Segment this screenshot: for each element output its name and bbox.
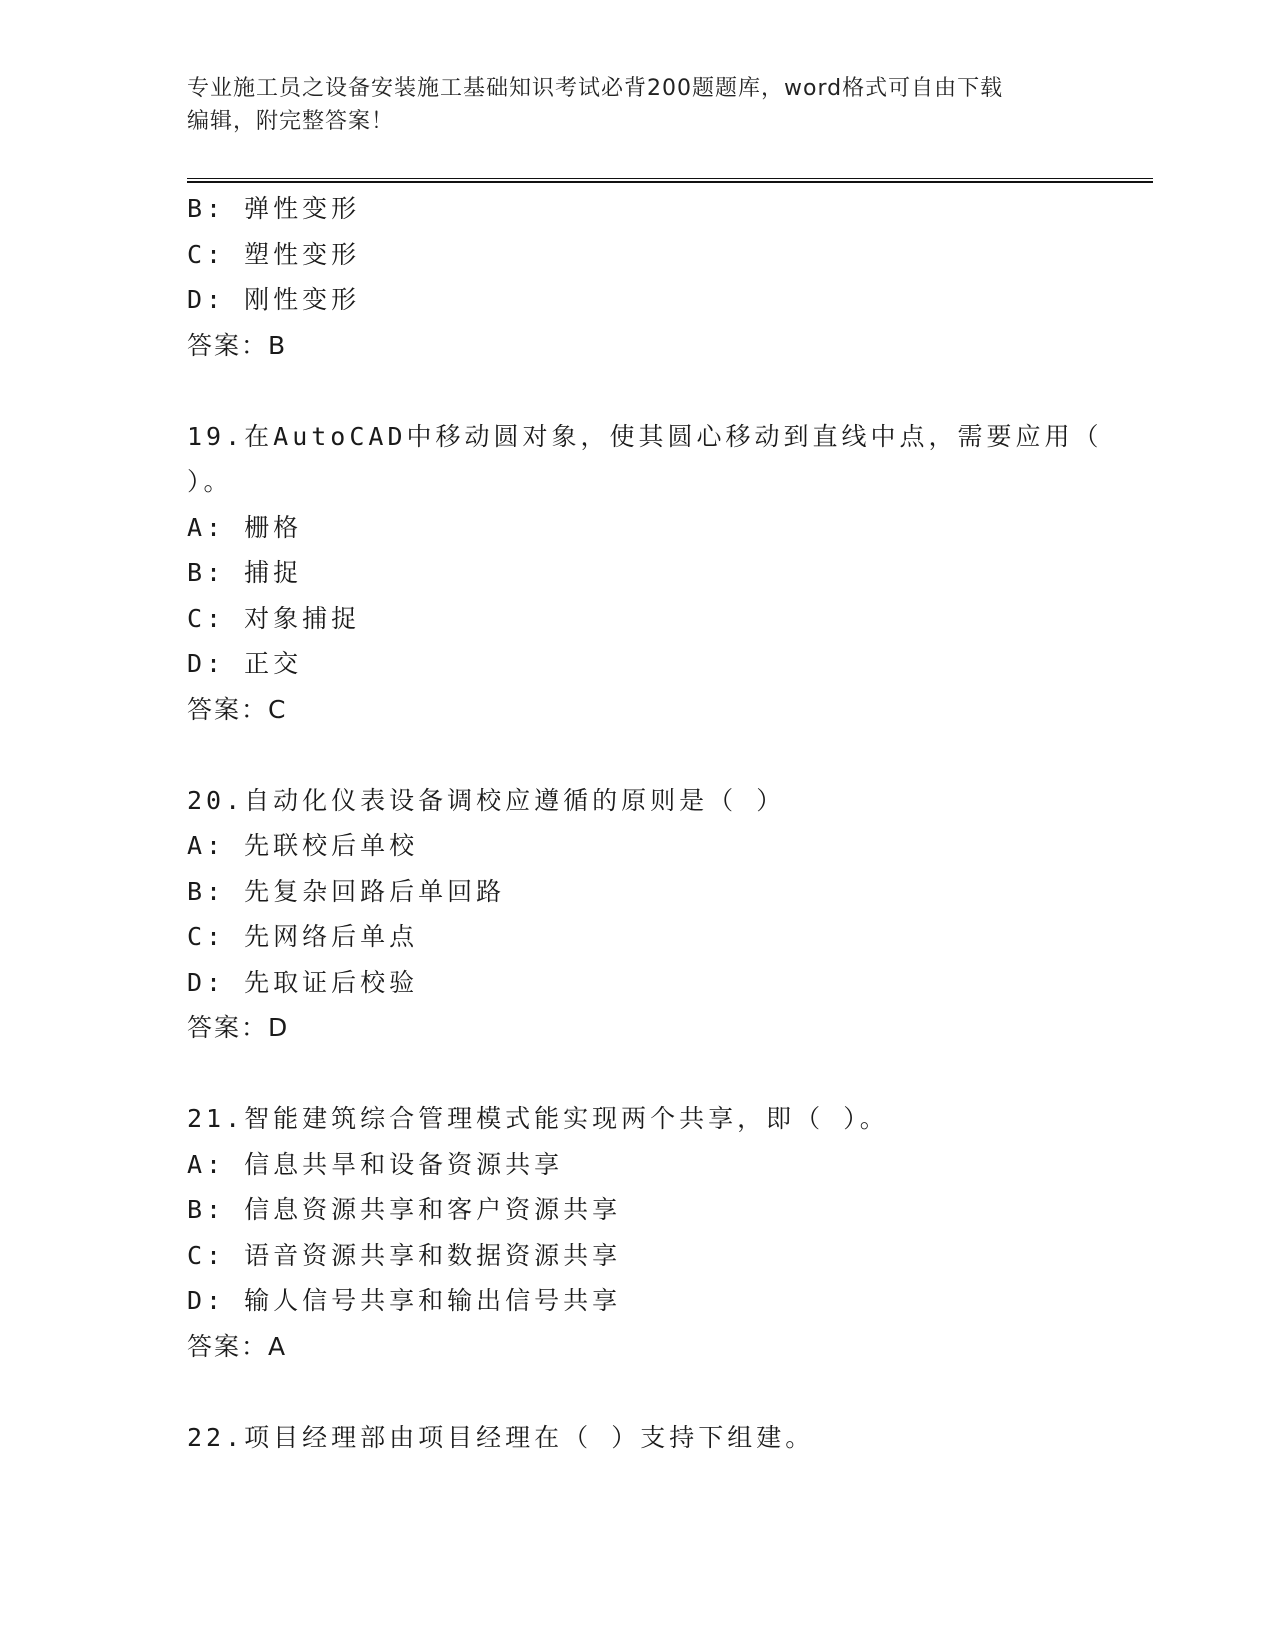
option-d: D: 先取证后校验 (187, 967, 419, 997)
option-d: D: 输人信号共享和输出信号共享 (187, 1286, 622, 1315)
option-c: C: 塑性变形 (187, 239, 361, 269)
question-19 (187, 414, 1103, 733)
option-c: C: 对象捕捉 (187, 603, 361, 633)
option-a: A: 栅格 (187, 512, 303, 542)
question-stem-continued: ）。 (187, 467, 233, 496)
question-stem: 19.在AutoCAD中移动圆对象，使其圆心移动到直线中点，需要应用（ (187, 421, 1103, 451)
option-c: C: 语音资源共享和数据资源共享 (187, 1240, 622, 1270)
header-line-1: 专业施工员之设备安装施工基础知识考试必背200题题库，word格式可自由下载 (187, 76, 1004, 101)
option-c: C: 先网络后单点 (187, 922, 419, 951)
question-stem: 21.智能建筑综合管理模式能实现两个共享，即（ ）。 (187, 1104, 889, 1133)
header-line-2: 编辑，附完整答案！ (187, 109, 395, 134)
option-a: A: 信息共旱和设备资源共享 (187, 1149, 564, 1179)
question-22 (187, 1415, 1087, 1461)
option-b: B: 捕捉 (187, 558, 303, 587)
option-b: B: 先复杂回路后单回路 (187, 876, 506, 906)
option-b: B: 弹性变形 (187, 194, 361, 223)
question-20 (187, 778, 1087, 1051)
spacer (187, 1369, 1087, 1415)
question-21 (187, 1096, 1087, 1369)
option-a: A: 先联校后单校 (187, 831, 419, 860)
option-d: D: 正交 (187, 649, 303, 678)
header-divider-thin (187, 178, 1153, 179)
answer-line: 答案：B (187, 330, 288, 360)
answer-line: 答案：A (187, 1331, 288, 1361)
document-header (187, 72, 1067, 138)
answer-line: 答案：D (187, 1013, 290, 1042)
spacer (187, 368, 1087, 414)
option-b: B: 信息资源共享和客户资源共享 (187, 1195, 622, 1224)
question-stem: 20.自动化仪表设备调校应遵循的原则是（ ） (187, 785, 786, 815)
spacer (187, 732, 1087, 778)
question-stem: 22.项目经理部由项目经理在（ ）支持下组建。 (187, 1422, 815, 1452)
question-18 (187, 186, 1087, 368)
question-list (187, 186, 1103, 1460)
spacer (187, 1051, 1087, 1097)
header-divider-thick (187, 181, 1153, 183)
answer-line: 答案：C (187, 694, 288, 724)
option-d: D: 刚性变形 (187, 285, 361, 314)
